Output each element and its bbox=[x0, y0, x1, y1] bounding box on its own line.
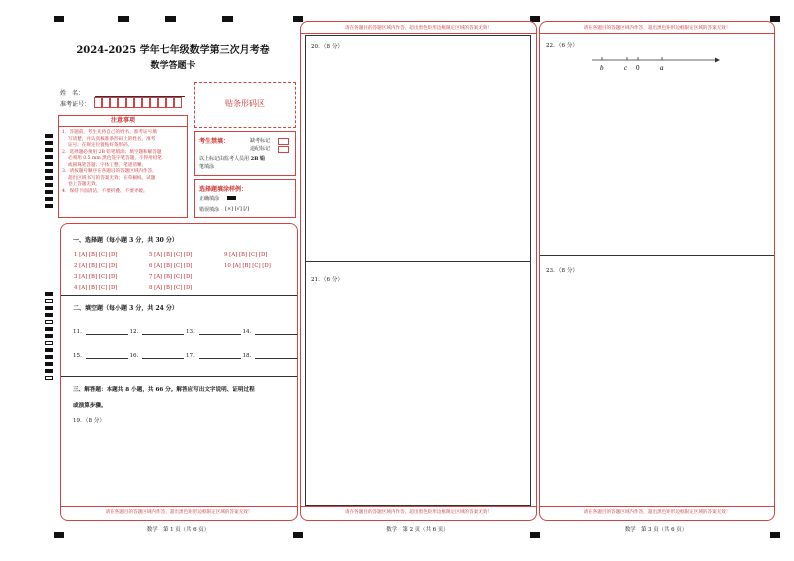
notes-list bbox=[59, 127, 187, 195]
status-note-bold: 2B 铅 bbox=[250, 156, 266, 162]
page3-answer-panel bbox=[539, 21, 775, 521]
mcq-item[interactable]: 9 [A] [B] [C] [D] bbox=[224, 252, 268, 258]
number-line-label: a bbox=[660, 64, 664, 72]
question-23-box[interactable] bbox=[540, 256, 774, 506]
page1-answer-panel bbox=[60, 223, 298, 521]
timing-mark bbox=[45, 148, 53, 152]
name-label: 姓 名： bbox=[60, 90, 85, 97]
status-note-end: 笔填涂 bbox=[199, 164, 215, 170]
blank-field[interactable] bbox=[255, 352, 297, 359]
exam-status-box bbox=[194, 131, 296, 176]
alignment-mark bbox=[222, 16, 233, 22]
notes-line: 4．保持卡面清洁，不要折叠、不要弄破。 bbox=[62, 188, 148, 194]
question-19-answer-area[interactable] bbox=[61, 424, 297, 504]
question-19-label: 19．（8 分） bbox=[73, 418, 106, 424]
region-warning: 请在各题目的答题区域内作答，超出黑色矩形边框限定区域的答案无效！ bbox=[583, 510, 731, 515]
ticket-digit-cell[interactable] bbox=[142, 97, 150, 108]
timing-mark bbox=[45, 197, 53, 201]
alignment-mark bbox=[54, 16, 64, 22]
status-note bbox=[199, 155, 265, 162]
question-20-label: 20．（8 分） bbox=[311, 44, 344, 50]
timing-mark bbox=[45, 362, 53, 366]
timing-mark bbox=[45, 341, 53, 345]
section1-title: 一、选择题（每小题 3 分，共 30 分） bbox=[73, 237, 178, 244]
timing-mark bbox=[45, 327, 53, 331]
timing-mark bbox=[45, 306, 53, 310]
mcq-item[interactable]: 2 [A] [B] [C] [D] bbox=[74, 263, 118, 269]
question-23-label: 23．（8 分） bbox=[546, 268, 579, 274]
page-footer: 数学 第 3 页（共 6 页） bbox=[624, 527, 688, 533]
barcode-label: 贴条形码区 bbox=[225, 99, 265, 108]
ticket-digit-cell[interactable] bbox=[102, 97, 110, 108]
panel-footer-divider bbox=[61, 506, 297, 507]
timing-mark bbox=[45, 299, 53, 303]
alignment-mark bbox=[293, 16, 303, 22]
mcq-row bbox=[74, 285, 224, 291]
mcq-row bbox=[74, 263, 294, 269]
blank-label: 12． bbox=[129, 329, 143, 335]
region-warning: 请在各题目的答题区域内作答，超出黑色矩形边框限定区域的答案无效！ bbox=[344, 510, 492, 515]
notes-line: 2．选择题必须用 2B 铅笔填涂；填空题和解答题 bbox=[62, 149, 162, 155]
wrong-fill-label: 错误填涂 bbox=[199, 207, 220, 213]
blank-label: 18． bbox=[242, 353, 256, 359]
timing-mark bbox=[45, 204, 53, 208]
section-divider bbox=[61, 376, 297, 377]
region-warning: 请在各题目的答题区域内作答，超出黑色矩形边框限定区域的答案无效！ bbox=[344, 26, 492, 31]
timing-mark bbox=[45, 141, 53, 145]
mcq-item[interactable]: 10 [A] [B] [C] [D] bbox=[224, 263, 271, 269]
timing-mark bbox=[45, 169, 53, 173]
section-divider bbox=[61, 295, 297, 296]
question-22-label: 22．（6 分） bbox=[546, 43, 579, 49]
barcode-area bbox=[194, 82, 296, 128]
timing-mark bbox=[45, 134, 53, 138]
notes-line: 证号，在规定位置贴好条形码。 bbox=[68, 143, 133, 148]
status-note-text: 以上标记由监考人员用 bbox=[199, 156, 250, 162]
mcq-item[interactable]: 1 [A] [B] [C] [D] bbox=[74, 252, 118, 258]
blank-field[interactable] bbox=[142, 352, 184, 359]
ticket-number-label: 准考证号： bbox=[60, 101, 91, 108]
ticket-digit-cell[interactable] bbox=[150, 97, 158, 108]
page2-answer-panel bbox=[300, 21, 537, 521]
ticket-digit-cell[interactable] bbox=[118, 97, 126, 108]
notes-line: 或圆珠笔答题；字体工整、笔迹清晰。 bbox=[68, 162, 147, 168]
timing-mark bbox=[45, 190, 53, 194]
mcq-row bbox=[74, 252, 294, 258]
exam-title: 2024-2025 学年七年级数学第三次月考卷 bbox=[76, 45, 270, 56]
blank-label: 14． bbox=[242, 329, 256, 335]
blank-label: 13． bbox=[186, 329, 199, 335]
notes-box bbox=[58, 115, 188, 218]
fill-blank-row bbox=[73, 351, 297, 359]
blank-field[interactable] bbox=[199, 328, 241, 335]
section3-title-cont: 或演算步骤。 bbox=[73, 403, 107, 409]
ticket-digit-cell[interactable] bbox=[110, 97, 118, 108]
timing-mark bbox=[45, 292, 53, 296]
blank-label: 17． bbox=[186, 353, 199, 359]
ticket-digit-cell[interactable] bbox=[166, 97, 174, 108]
ticket-digit-cell[interactable] bbox=[158, 97, 166, 108]
violation-mark-box[interactable] bbox=[278, 146, 289, 153]
timing-mark bbox=[45, 176, 53, 180]
ticket-digit-cell[interactable] bbox=[174, 97, 182, 108]
mcq-item[interactable]: 6 [A] [B] [C] [D] bbox=[149, 263, 193, 269]
blank-label: 11． bbox=[73, 329, 86, 335]
correct-fill-sample bbox=[227, 196, 236, 200]
ticket-digit-cell[interactable] bbox=[134, 97, 142, 108]
timing-mark bbox=[45, 376, 53, 380]
notes-line: 3．请按题号顺序在各题目的答题区域内作答， bbox=[62, 169, 157, 174]
number-line bbox=[590, 51, 722, 75]
mcq-item[interactable]: 4 [A] [B] [C] [D] bbox=[74, 285, 118, 291]
panel-header-divider bbox=[540, 33, 774, 34]
notes-line: 1．答题前，考生先将自己的姓名，准考证号填 bbox=[62, 130, 157, 135]
timing-mark bbox=[45, 183, 53, 187]
timing-mark bbox=[45, 355, 53, 359]
correct-fill-label: 正确填涂 bbox=[199, 196, 220, 202]
ticket-digit-cell[interactable] bbox=[126, 97, 134, 108]
region-warning: 请在各题目的答题区域内作答，超出黑色矩形边框限定区域的答案无效！ bbox=[583, 26, 731, 31]
timing-mark bbox=[45, 320, 53, 324]
notes-heading: 注意事项 bbox=[59, 116, 187, 127]
answer-sheet-subtitle: 数学答题卡 bbox=[150, 61, 196, 71]
panel-footer-divider bbox=[540, 506, 774, 507]
page-footer: 数学 第 1 页（共 6 页） bbox=[146, 527, 210, 533]
mcq-row bbox=[74, 274, 224, 280]
mcq-item[interactable]: 5 [A] [B] [C] [D] bbox=[149, 252, 193, 258]
timing-mark bbox=[45, 334, 53, 338]
notes-line: 必须用 0.5 mm 黑色签字笔答题，不得用铅笔 bbox=[68, 156, 162, 161]
alignment-mark bbox=[118, 16, 129, 22]
blank-field[interactable] bbox=[142, 328, 184, 335]
absent-mark-box[interactable] bbox=[278, 138, 289, 145]
mcq-item[interactable]: 8 [A] [B] [C] [D] bbox=[149, 285, 193, 291]
page-footer: 数学 第 2 页（共 6 页） bbox=[386, 527, 449, 533]
blank-label: 15． bbox=[73, 353, 86, 359]
timing-mark bbox=[45, 348, 53, 352]
wrong-fill-samples: [×] [√] [/] bbox=[225, 206, 249, 212]
violation-mark-label: 违纪标记 bbox=[250, 146, 271, 152]
alignment-mark bbox=[165, 16, 176, 22]
fill-sample-heading: 选择题填涂样例： bbox=[199, 186, 248, 193]
panel-footer-divider bbox=[301, 506, 536, 507]
number-line-label: 0 bbox=[636, 64, 640, 72]
notes-line: 卷上答题无效。 bbox=[68, 182, 101, 187]
number-line-label: c bbox=[624, 64, 628, 72]
timing-mark bbox=[45, 162, 53, 166]
absent-mark-label: 缺考标记 bbox=[250, 138, 271, 144]
question-21-box[interactable] bbox=[305, 262, 531, 506]
timing-mark bbox=[45, 313, 53, 317]
number-line-label: b bbox=[600, 64, 604, 72]
blank-field[interactable] bbox=[199, 352, 241, 359]
timing-mark bbox=[45, 155, 53, 159]
region-warning: 请在各题目的答题区域内作答，超出黑色矩形边框限定区域的答案无效！ bbox=[105, 510, 253, 515]
ticket-digit-cell[interactable] bbox=[94, 97, 102, 108]
mcq-item[interactable]: 7 [A] [B] [C] [D] bbox=[149, 274, 193, 280]
section2-title: 二、填空题（每小题 3 分，共 24 分） bbox=[73, 305, 178, 312]
notes-line: 超出区域书写的答案无效；在草稿纸、试题 bbox=[68, 175, 156, 181]
question-21-label: 21．（6 分） bbox=[311, 277, 344, 283]
alignment-mark bbox=[770, 16, 780, 22]
blank-label: 16． bbox=[129, 353, 143, 359]
section3-title: 三、解答题：本题共 8 小题，共 66 分。解答应写出文字说明、证明过程 bbox=[73, 387, 255, 393]
exam-status-heading: 考生禁填： bbox=[199, 138, 230, 145]
question-20-box[interactable] bbox=[305, 35, 531, 262]
notes-line: 写清楚，并认真核准条形码上的姓名、准考 bbox=[68, 136, 156, 142]
question-22-box[interactable] bbox=[540, 35, 774, 256]
blank-field[interactable] bbox=[86, 328, 128, 335]
fill-sample-box bbox=[194, 179, 296, 218]
mcq-item[interactable]: 3 [A] [B] [C] [D] bbox=[74, 274, 118, 280]
fill-blank-row bbox=[73, 327, 297, 335]
blank-field[interactable] bbox=[86, 352, 128, 359]
panel-header-divider bbox=[301, 33, 536, 34]
timing-mark bbox=[45, 369, 53, 373]
blank-field[interactable] bbox=[255, 328, 297, 335]
